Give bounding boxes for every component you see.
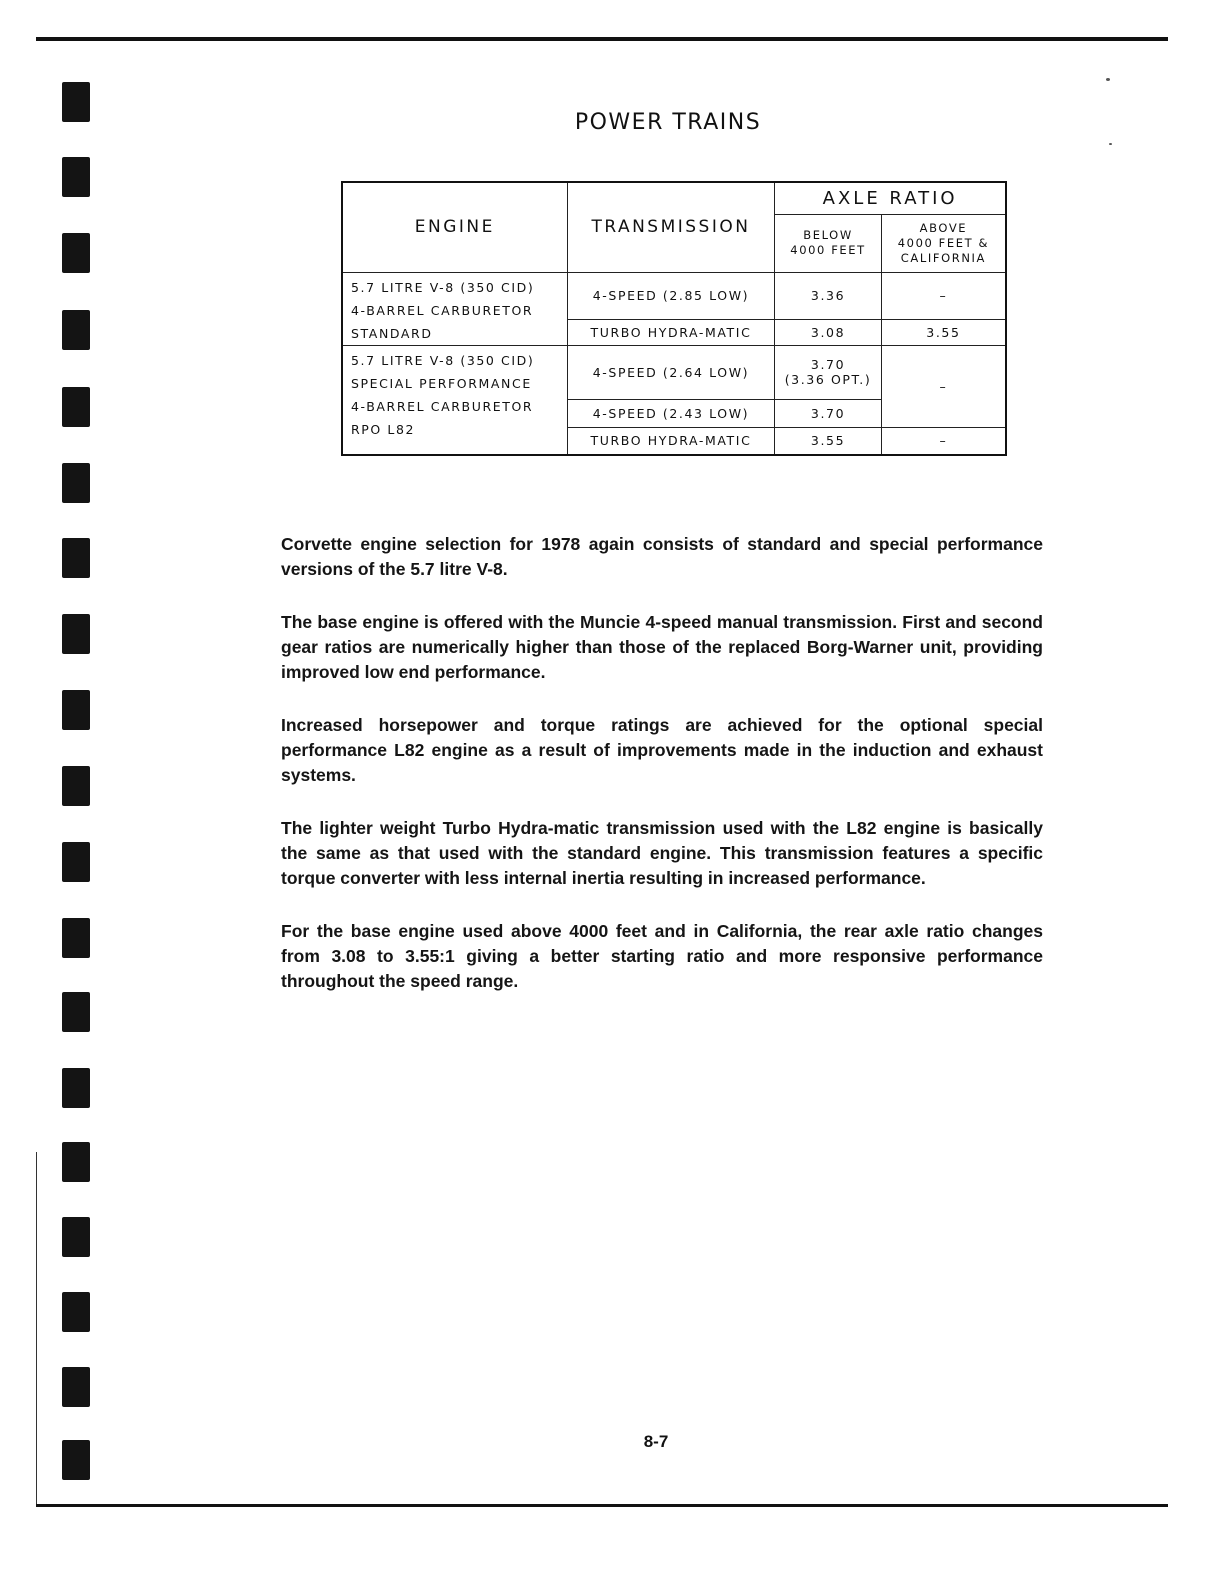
punch-hole	[62, 463, 90, 503]
punch-hole	[62, 387, 90, 427]
paragraph: Increased horsepower and torque ratings are achieved for the optional special performance L82 engine as a result of improvements made in the induction and exhaust systems.	[281, 715, 1043, 785]
punch-hole	[62, 1142, 90, 1182]
above-ratio-cell: –	[881, 345, 1006, 427]
engine-header: ENGINE	[342, 182, 567, 272]
punch-hole	[62, 842, 90, 882]
table-row	[342, 345, 1006, 399]
scan-speck	[1109, 143, 1112, 145]
punch-hole	[62, 992, 90, 1032]
transmission-cell: TURBO HYDRA-MATIC	[567, 320, 775, 345]
punch-hole	[62, 918, 90, 958]
page-number: 8-7	[643, 1432, 669, 1451]
punch-hole	[62, 1367, 90, 1407]
bottom-rule	[36, 1504, 1168, 1507]
standard-engine-cell: 5.7 LITRE V-8 (350 CID) 4-BARREL CARBURETOR STANDARD	[342, 272, 567, 345]
below-4000-header: BELOW 4000 FEET	[775, 214, 882, 272]
punch-hole	[62, 1217, 90, 1257]
punch-hole	[62, 233, 90, 273]
punch-hole	[62, 690, 90, 730]
punch-hole	[62, 310, 90, 350]
punch-hole	[62, 538, 90, 578]
paragraph: The base engine is offered with the Muncie 4-speed manual transmission. First and second gear ratios are numerically higher than those of the replaced Borg-Warner unit, providing improved low end performance.	[281, 612, 1043, 682]
above-ratio-cell: –	[881, 427, 1006, 455]
transmission-cell: TURBO HYDRA-MATIC	[567, 427, 775, 455]
table-row	[342, 272, 1006, 320]
performance-engine-cell: 5.7 LITRE V-8 (350 CID) SPECIAL PERFORMANCE 4-BARREL CARBURETOR RPO L82	[342, 345, 567, 455]
top-rule	[36, 37, 1168, 41]
body-text	[281, 532, 1043, 1022]
above-ratio-cell: –	[881, 272, 1006, 320]
below-ratio-cell: 3.55	[775, 427, 882, 455]
transmission-header: TRANSMISSION	[567, 182, 775, 272]
paragraph: Corvette engine selection for 1978 again consists of standard and special performance versions of the 5.7 litre V-8.	[281, 534, 1043, 579]
below-ratio-cell: 3.36	[775, 272, 882, 320]
transmission-cell: 4-SPEED (2.64 LOW)	[567, 345, 775, 399]
punch-hole	[62, 1292, 90, 1332]
below-ratio-cell: 3.08	[775, 320, 882, 345]
punch-hole	[62, 614, 90, 654]
below-ratio-cell: 3.70	[775, 399, 882, 427]
scan-speck	[1106, 78, 1110, 81]
power-train-table	[341, 181, 1007, 456]
below-ratio-cell: 3.70 (3.36 OPT.)	[775, 345, 882, 399]
transmission-cell: 4-SPEED (2.43 LOW)	[567, 399, 775, 427]
transmission-cell: 4-SPEED (2.85 LOW)	[567, 272, 775, 320]
punch-hole	[62, 1068, 90, 1108]
above-4000-header: ABOVE 4000 FEET & CALIFORNIA	[881, 214, 1006, 272]
above-ratio-cell: 3.55	[881, 320, 1006, 345]
paragraph: The lighter weight Turbo Hydra-matic transmission used with the L82 engine is basically the same as that used with the standard engine. This transmission features a specific torque converter with less internal inertia resulting in increased performance.	[281, 818, 1043, 888]
punch-hole	[62, 157, 90, 197]
punch-hole	[62, 766, 90, 806]
axle-ratio-header: AXLE RATIO	[775, 182, 1006, 214]
paragraph: For the base engine used above 4000 feet and in California, the rear axle ratio changes from 3.08 to 3.55:1 giving a better starting ratio and more responsive performance throughout the speed range.	[281, 921, 1043, 991]
page-title: POWER TRAINS	[574, 110, 762, 135]
